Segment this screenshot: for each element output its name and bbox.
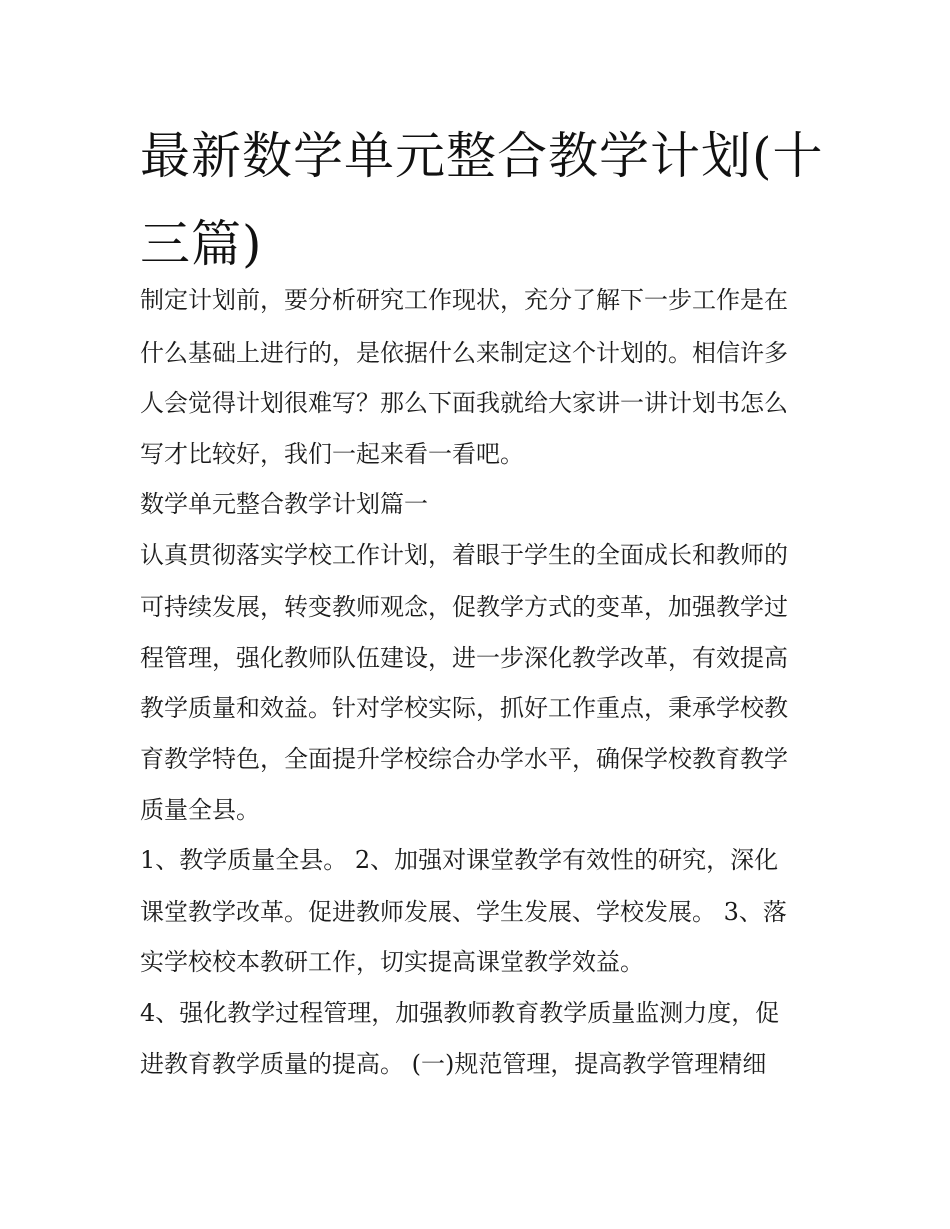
paragraph-line: 制定计划前，要分析研究工作现状，充分了解下一步工作是在 bbox=[140, 286, 788, 314]
paragraph-line: 质量全县。 bbox=[140, 796, 260, 824]
section-heading: 数学单元整合教学计划篇一 bbox=[140, 490, 428, 518]
list-item-line: 4、强化教学过程管理，加强教师教育教学质量监测力度，促 bbox=[140, 999, 780, 1027]
list-item-line: 1、教学质量全县。 2、加强对课堂教学有效性的研究，深化 bbox=[140, 846, 779, 874]
paragraph-line: 程管理，强化教师队伍建设，进一步深化教学改革，有效提高 bbox=[140, 644, 788, 672]
list-item-line: 进教育教学质量的提高。 (一)规范管理，提高教学管理精细 bbox=[140, 1050, 767, 1078]
paragraph-line: 教学质量和效益。针对学校实际，抓好工作重点，秉承学校教 bbox=[140, 694, 788, 722]
page-title: 最新数学单元整合教学计划(十三篇) bbox=[140, 127, 824, 273]
paragraph-line: 写才比较好，我们一起来看一看吧。 bbox=[140, 440, 524, 468]
list-item-line: 实学校校本教研工作，切实提高课堂教学效益。 bbox=[140, 948, 644, 976]
list-item-line: 课堂教学改革。促进教师发展、学生发展、学校发展。 3、落 bbox=[140, 898, 787, 926]
paragraph-line: 育教学特色，全面提升学校综合办学水平，确保学校教育教学 bbox=[140, 745, 788, 773]
paragraph-line: 可持续发展，转变教师观念，促教学方式的变革，加强教学过 bbox=[140, 593, 788, 621]
paragraph-line: 认真贯彻落实学校工作计划，着眼于学生的全面成长和教师的 bbox=[140, 541, 788, 569]
paragraph-line: 什么基础上进行的，是依据什么来制定这个计划的。相信许多 bbox=[140, 339, 788, 367]
paragraph-line: 人会觉得计划很难写？那么下面我就给大家讲一讲计划书怎么 bbox=[140, 389, 788, 417]
